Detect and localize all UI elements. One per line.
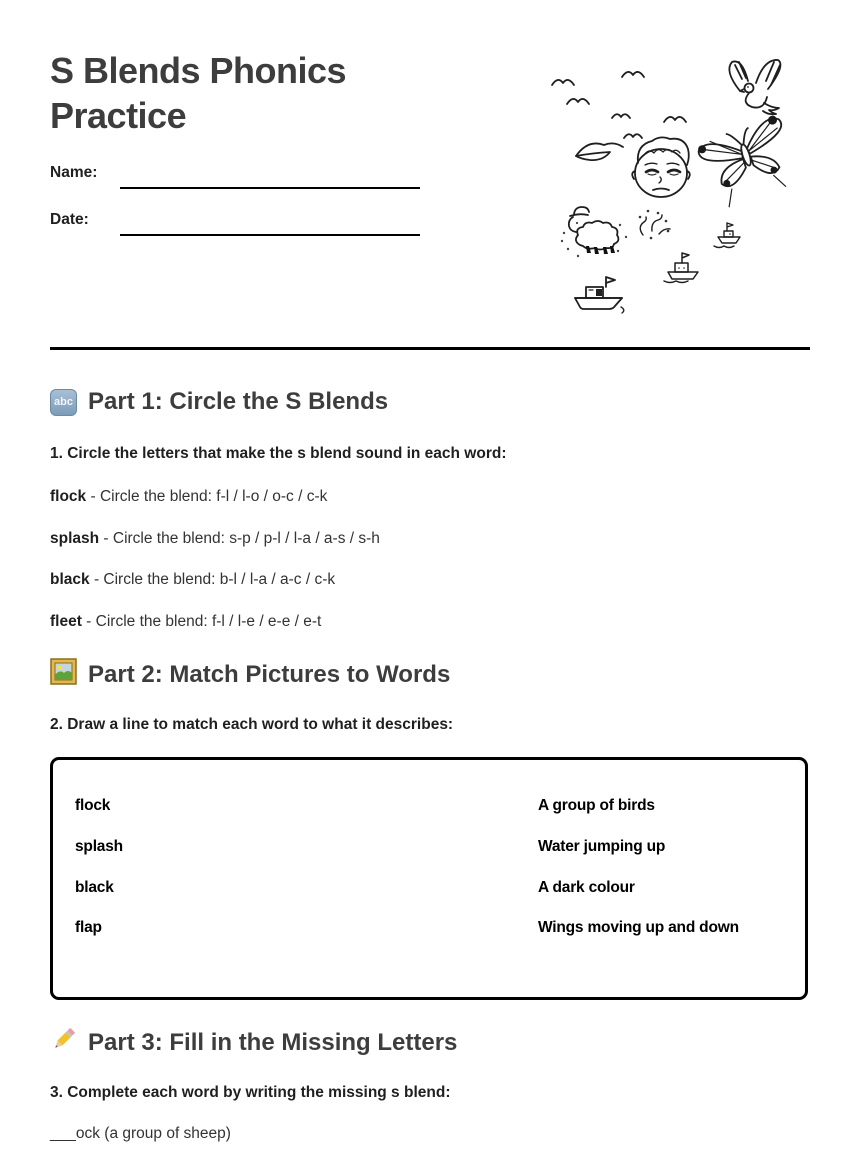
part1-item-flock bbox=[50, 488, 327, 506]
match-desc-wings[interactable]: Wings moving up and down bbox=[538, 919, 739, 936]
dove-doodle bbox=[729, 60, 780, 114]
big-boat-doodle bbox=[575, 277, 624, 313]
name-label: Name: bbox=[50, 164, 98, 181]
header-illustration bbox=[548, 55, 814, 317]
part3-item-flock-blank[interactable]: ___ock (a group of sheep) bbox=[50, 1125, 231, 1142]
name-input-line[interactable] bbox=[120, 187, 420, 189]
matching-box[interactable] bbox=[50, 757, 808, 1000]
match-word-flap[interactable]: flap bbox=[75, 919, 102, 936]
part2-instruction: 2. Draw a line to match each word to what it describes: bbox=[50, 716, 454, 733]
part1-heading-text: Part 1: Circle the S Blends bbox=[88, 388, 389, 415]
splash-doodle bbox=[639, 210, 670, 240]
part3-heading bbox=[50, 1026, 457, 1060]
item-rest: - Circle the blend: f-l / l-o / o-c / c-k bbox=[86, 488, 328, 505]
abc-input-icon: abc bbox=[50, 389, 77, 416]
item-word: flock bbox=[50, 488, 87, 505]
item-word: splash bbox=[50, 530, 100, 547]
flock-of-birds-doodle bbox=[552, 72, 686, 160]
butterfly-doodle bbox=[695, 114, 801, 211]
match-desc-colour[interactable]: A dark colour bbox=[538, 879, 635, 896]
part1-item-splash bbox=[50, 530, 380, 548]
part3-instruction: 3. Complete each word by writing the missing s blend: bbox=[50, 1084, 451, 1101]
part1-instruction: 1. Circle the letters that make the s blend sound in each word: bbox=[50, 445, 507, 462]
sheep-doodle bbox=[561, 207, 627, 257]
part1-heading bbox=[50, 388, 388, 416]
item-rest: - Circle the blend: b-l / l-a / a-c / c-k bbox=[89, 571, 336, 588]
match-desc-birds[interactable]: A group of birds bbox=[538, 797, 655, 814]
item-word: fleet bbox=[50, 613, 82, 630]
pencil-icon bbox=[50, 1026, 77, 1060]
part1-item-fleet bbox=[50, 613, 321, 631]
date-label: Date: bbox=[50, 211, 89, 228]
match-desc-water[interactable]: Water jumping up bbox=[538, 838, 666, 855]
item-rest: - Circle the blend: s-p / p-l / l-a / a-s / s-h bbox=[99, 530, 380, 547]
boy-face-doodle bbox=[632, 137, 690, 197]
match-word-flock[interactable]: flock bbox=[75, 797, 111, 814]
framed-picture-icon bbox=[50, 658, 77, 692]
part3-heading-text: Part 3: Fill in the Missing Letters bbox=[88, 1029, 458, 1056]
part2-heading bbox=[50, 658, 450, 692]
tiny-boat-doodle bbox=[714, 223, 740, 248]
part2-heading-text: Part 2: Match Pictures to Words bbox=[88, 661, 451, 688]
page-title: S Blends Phonics Practice bbox=[50, 50, 347, 136]
section-divider bbox=[50, 347, 810, 350]
item-word: black bbox=[50, 571, 90, 588]
match-word-black[interactable]: black bbox=[75, 879, 114, 896]
sailboat-doodle bbox=[664, 253, 698, 283]
date-input-line[interactable] bbox=[120, 234, 420, 236]
item-rest: - Circle the blend: f-l / l-e / e-e / e-t bbox=[81, 613, 322, 630]
part1-item-black bbox=[50, 571, 335, 589]
match-word-splash[interactable]: splash bbox=[75, 838, 123, 855]
